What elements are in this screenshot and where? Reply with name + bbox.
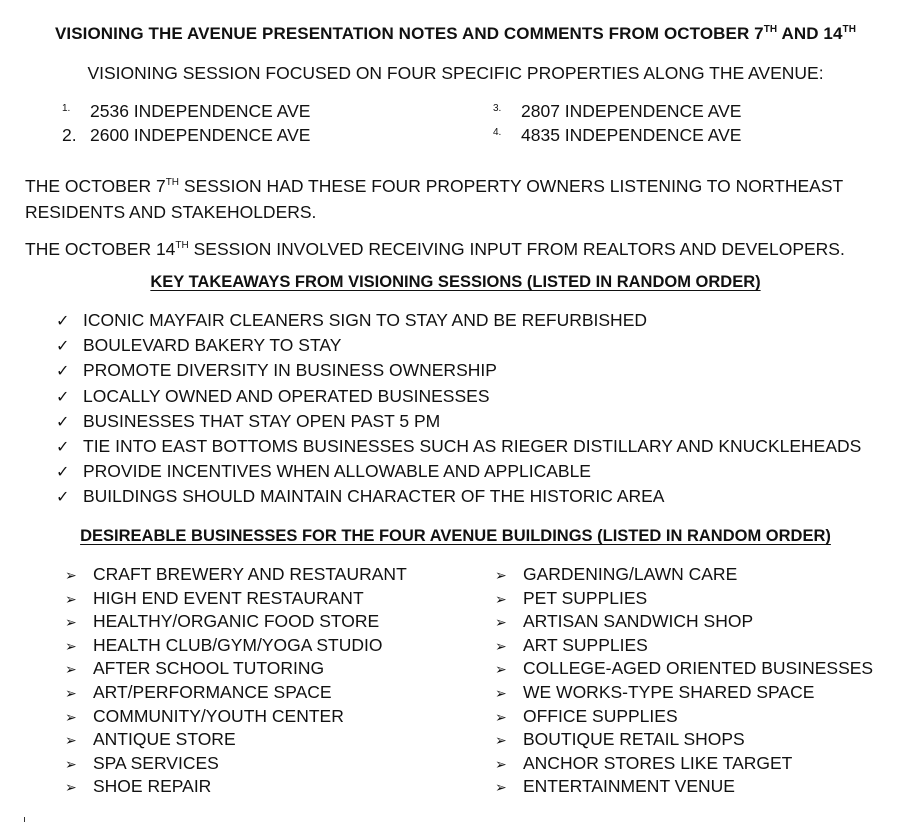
property-item: [493, 101, 741, 122]
checkmark-icon: ✓: [56, 438, 70, 456]
checkmark-icon: ✓: [56, 363, 70, 381]
arrow-bullet-icon: ➢: [495, 708, 507, 725]
list-item: [495, 682, 873, 706]
page-edge-mark: [24, 817, 25, 822]
arrow-bullet-icon: ➢: [495, 779, 507, 796]
list-item: [56, 335, 861, 360]
list-item-text: ARTISAN SANDWICH SHOP: [523, 611, 754, 632]
list-item: [56, 486, 861, 511]
arrow-bullet-icon: ➢: [65, 684, 77, 701]
list-item-text: BUILDINGS SHOULD MAINTAIN CHARACTER OF THE HISTORIC AREA: [83, 486, 665, 507]
list-item: [495, 729, 873, 753]
property-number: 3.: [493, 103, 502, 114]
businesses-list-left: [65, 564, 407, 800]
arrow-bullet-icon: ➢: [65, 732, 77, 749]
list-item-text: COLLEGE-AGED ORIENTED BUSINESSES: [523, 658, 874, 679]
list-item: [65, 588, 407, 612]
property-number: 2.: [62, 125, 77, 145]
list-item-text: GARDENING/LAWN CARE: [523, 564, 738, 584]
property-address: 2807 INDEPENDENCE AVE: [521, 101, 742, 121]
subtitle: VISIONING SESSION FOCUSED ON FOUR SPECIFIC PROPERTIES ALONG THE AVENUE:: [87, 63, 824, 83]
list-item-text: COMMUNITY/YOUTH CENTER: [93, 705, 344, 726]
list-item: [65, 729, 407, 753]
list-item: [65, 682, 407, 706]
list-item: [65, 564, 407, 588]
list-item-text: PET SUPPLIES: [523, 587, 648, 608]
list-item-text: OFFICE SUPPLIES: [523, 705, 678, 726]
checkmark-icon: ✓: [56, 338, 70, 356]
list-item-text: HEALTH CLUB/GYM/YOGA STUDIO: [93, 634, 383, 655]
arrow-bullet-icon: ➢: [65, 779, 77, 796]
arrow-bullet-icon: ➢: [495, 590, 507, 607]
property-item: [493, 125, 741, 146]
list-item-text: BUSINESSES THAT STAY OPEN PAST 5 PM: [83, 410, 441, 431]
list-item-text: SHOE REPAIR: [93, 776, 212, 797]
checkmark-icon: ✓: [56, 464, 70, 482]
list-item-text: HIGH END EVENT RESTAURANT: [93, 587, 364, 608]
list-item: [56, 386, 861, 411]
list-item-text: TIE INTO EAST BOTTOMS BUSINESSES SUCH AS RIEGER DISTILLARY AND KNUCKLEHEADS: [83, 435, 862, 456]
list-item: [495, 706, 873, 730]
list-item-text: ANTIQUE STORE: [93, 729, 236, 750]
list-item: [495, 611, 873, 635]
takeaways-list: [56, 310, 861, 512]
businesses-list-right: [495, 564, 873, 800]
checkmark-icon: ✓: [56, 489, 70, 507]
property-item: [62, 101, 310, 122]
property-address: 4835 INDEPENDENCE AVE: [521, 125, 742, 145]
arrow-bullet-icon: ➢: [65, 614, 77, 631]
list-item: [495, 753, 873, 777]
list-item: [56, 461, 861, 486]
list-item-text: CRAFT BREWERY AND RESTAURANT: [93, 564, 407, 584]
list-item-text: ART SUPPLIES: [523, 634, 648, 655]
list-item-text: ICONIC MAYFAIR CLEANERS SIGN TO STAY AND BE REFURBISHED: [83, 310, 648, 330]
list-item: [495, 588, 873, 612]
list-item: [65, 753, 407, 777]
document-title: VISIONING THE AVENUE PRESENTATION NOTES AND COMMENTS FROM OCTOBER 7TH AND 14TH: [54, 24, 857, 43]
property-number: 4.: [493, 127, 502, 138]
list-item: [56, 436, 861, 461]
checkmark-icon: ✓: [56, 313, 70, 330]
list-item: [56, 360, 861, 385]
arrow-bullet-icon: ➢: [65, 661, 77, 678]
list-item-text: AFTER SCHOOL TUTORING: [93, 658, 325, 679]
checkmark-icon: ✓: [56, 413, 70, 431]
list-item: [65, 611, 407, 635]
list-item: [495, 658, 873, 682]
session-paragraph-oct14: THE OCTOBER 14TH SESSION INVOLVED RECEIVING INPUT FROM REALTORS AND DEVELOPERS.: [25, 239, 845, 259]
arrow-bullet-icon: ➢: [495, 567, 507, 583]
list-item-text: HEALTHY/ORGANIC FOOD STORE: [93, 611, 380, 632]
arrow-bullet-icon: ➢: [495, 684, 507, 701]
arrow-bullet-icon: ➢: [65, 755, 77, 772]
property-number: 1.: [62, 103, 71, 114]
arrow-bullet-icon: ➢: [495, 614, 507, 631]
list-item-text: WE WORKS-TYPE SHARED SPACE: [523, 681, 815, 702]
session-paragraph-oct7: THE OCTOBER 7TH SESSION HAD THESE FOUR PROPERTY OWNERS LISTENING TO NORTHEAST RESIDENTS AND STAKEHOLDERS.: [25, 176, 843, 222]
list-item: [65, 658, 407, 682]
list-item-text: PROVIDE INCENTIVES WHEN ALLOWABLE AND APPLICABLE: [83, 461, 591, 482]
checkmark-icon: ✓: [56, 388, 70, 406]
list-item: [495, 635, 873, 659]
arrow-bullet-icon: ➢: [65, 590, 77, 607]
list-item-text: BOULEVARD BAKERY TO STAY: [83, 335, 342, 356]
arrow-bullet-icon: ➢: [495, 661, 507, 678]
list-item: [65, 776, 407, 800]
list-item-text: ART/PERFORMANCE SPACE: [93, 681, 332, 702]
takeaways-heading: KEY TAKEAWAYS FROM VISIONING SESSIONS (LISTED IN RANDOM ORDER): [150, 273, 761, 291]
list-item-text: LOCALLY OWNED AND OPERATED BUSINESSES: [83, 385, 490, 406]
list-item: [495, 776, 873, 800]
arrow-bullet-icon: ➢: [495, 732, 507, 749]
list-item: [495, 564, 873, 588]
list-item-text: ANCHOR STORES LIKE TARGET: [523, 752, 793, 773]
list-item: [65, 706, 407, 730]
arrow-bullet-icon: ➢: [65, 708, 77, 725]
list-item: [65, 635, 407, 659]
list-item-text: PROMOTE DIVERSITY IN BUSINESS OWNERSHIP: [83, 360, 497, 381]
property-address: 2600 INDEPENDENCE AVE: [90, 125, 311, 145]
list-item: [56, 310, 861, 335]
arrow-bullet-icon: ➢: [495, 637, 507, 654]
arrow-bullet-icon: ➢: [65, 567, 77, 583]
list-item-text: ENTERTAINMENT VENUE: [523, 776, 735, 797]
arrow-bullet-icon: ➢: [495, 755, 507, 772]
property-address: 2536 INDEPENDENCE AVE: [90, 101, 311, 121]
property-item: [62, 125, 310, 146]
list-item: [56, 411, 861, 436]
list-item-text: SPA SERVICES: [93, 752, 219, 773]
arrow-bullet-icon: ➢: [65, 637, 77, 654]
list-item-text: BOUTIQUE RETAIL SHOPS: [523, 729, 745, 750]
businesses-heading: DESIREABLE BUSINESSES FOR THE FOUR AVENUE BUILDINGS (LISTED IN RANDOM ORDER): [80, 527, 831, 545]
